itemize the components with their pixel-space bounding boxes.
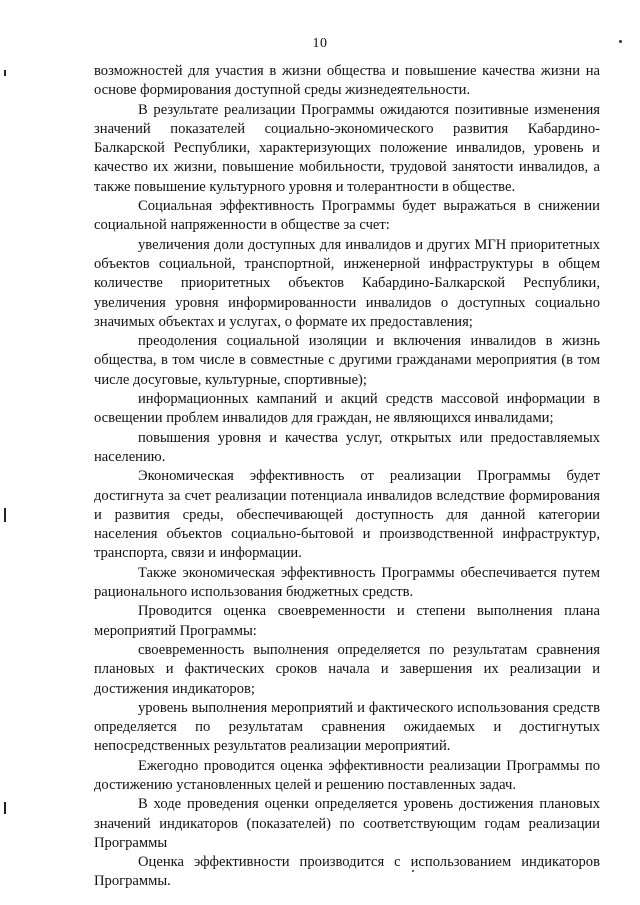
list-item-timeliness: своевременность выполнения определяется по результатам сравнения плановых и фактических сроков начала и завершения их реализации и достижения индикаторов; bbox=[94, 641, 600, 697]
list-item-social-isolation: преодоления социальной изоляции и включения инвалидов в жизнь общества, в том числе в совместные с другими гражданами мероприятия (в том числе досуговые, культурные, спортивные); bbox=[94, 333, 600, 388]
list-item-execution-level: уровень выполнения мероприятий и фактического использования средств определяется по результатам сравнения ожидаемых и достигнутых непосредственных результатов реализации мероприятий. bbox=[94, 699, 600, 755]
scan-artifact-dot bbox=[619, 40, 622, 43]
paragraph-budget-use: Также экономическая эффективность Программы обеспечивается путем рационального использования бюджетных средств. bbox=[94, 564, 600, 601]
paragraph-efficiency-indicators: Оценка эффективности производится с использованием индикаторов Программы. bbox=[94, 854, 600, 890]
paragraph-economic-efficiency: Экономическая эффективность от реализации Программы будет достигнута за счет реализации потенциала инвалидов вследствие формирования и развития среды, обеспечивающей доступность для данной категории населения объектов социально-бытовой и производственной инфраструктур, транспорта, связи и информации. bbox=[94, 468, 600, 562]
paragraph-indicator-level: В ходе проведения оценки определяется уровень достижения плановых значений индикаторов (показателей) по соответствующим годам реализации Программы bbox=[94, 796, 600, 851]
list-item-media-campaigns: информационных кампаний и акций средств массовой информации в освещении проблем инвалидов для граждан, не являющихся инвалидами; bbox=[94, 391, 600, 427]
scan-artifact-mark bbox=[4, 802, 6, 814]
paragraph-timeliness-assessment: Проводится оценка своевременности и степени выполнения плана мероприятий Программы: bbox=[94, 603, 600, 639]
scan-artifact-mark bbox=[4, 508, 6, 522]
paragraph-annual-assessment: Ежегодно проводится оценка эффективности реализации Программы по достижению установленных целей и решению поставленных задач. bbox=[94, 757, 600, 793]
document-body bbox=[94, 62, 600, 892]
list-item-accessible-share: увеличения доли доступных для инвалидов и других МГН приоритетных объектов социальной, транспортной, инженерной инфраструктуры в общем количестве приоритетных объектов Кабардино-Балкарской Республики, увеличения уровня информированности инвалидов о доступных социально значимых объектах и услугах, о формате их предоставления; bbox=[94, 236, 600, 330]
paragraph-social-efficiency: Социальная эффективность Программы будет выражаться в снижении социальной напряженности в обществе за счет: bbox=[94, 198, 600, 234]
list-item-service-quality: повышения уровня и качества услуг, открытых или предоставляемых населению. bbox=[94, 429, 600, 465]
paragraph-continuation: возможностей для участия в жизни общества и повышение качества жизни на основе формирования доступной среды жизнедеятельности. bbox=[94, 63, 600, 99]
scan-artifact-mark bbox=[4, 70, 6, 76]
page-number: 10 bbox=[312, 36, 328, 51]
paragraph-expected-changes: В результате реализации Программы ожидаются позитивные изменения значений показателей социально-экономического развития Кабардино-Балкарской Республики, характеризующих положение инвалидов, уровень и качество их жизни, повышение мобильности, трудовой занятости инвалидов, а также повышение культурного уровня и толерантности в обществе. bbox=[94, 101, 600, 195]
